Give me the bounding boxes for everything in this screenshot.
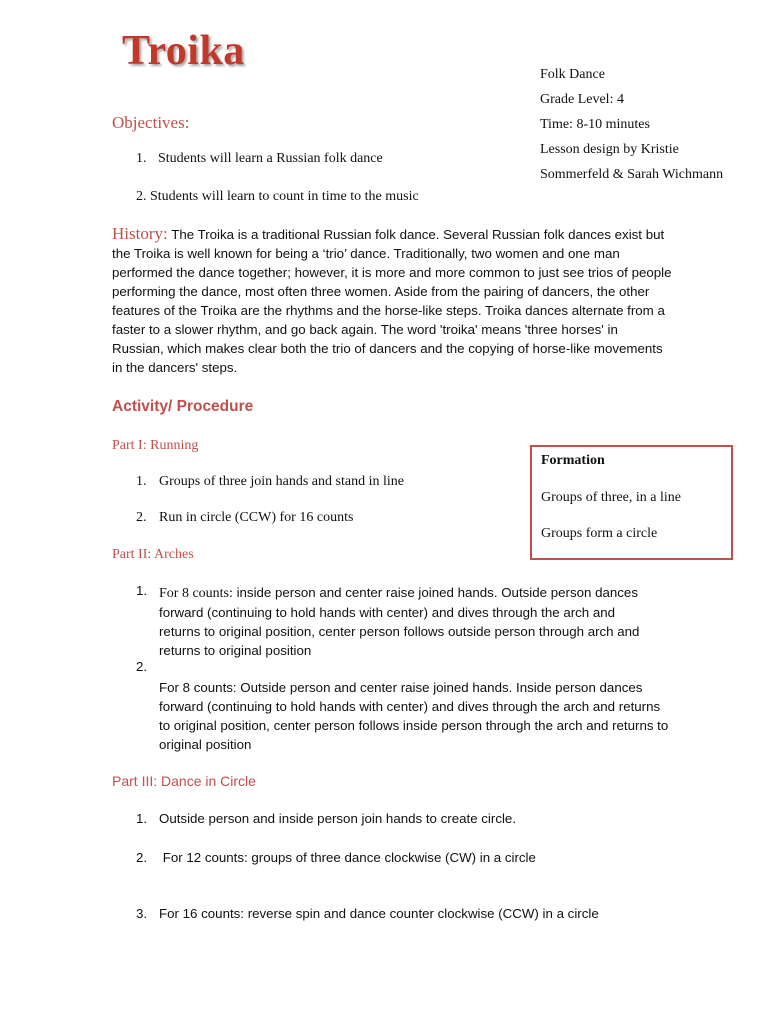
list-number: 1. xyxy=(136,811,148,826)
meta-category: Folk Dance xyxy=(540,67,605,82)
list-item-lead: For 8 counts: xyxy=(159,586,233,601)
list-item-text: For 16 counts: reverse spin and dance counter clockwise (CCW) in a circle xyxy=(159,906,599,921)
history-text: The Troika is a traditional Russian folk dance. Several Russian folk dances exist but the Troika is well known for being a ‘trio’ dance. Traditionally, two women and one man performed the dance together; however, it is more and more common to just see trios of people performing the dance, most often three women. Aside from the pairing of dancers, the other features of the Troika are the rhythms and the horse-like steps. Troika dances alternate from a faster to a slower rhythm, and go back again. The word 'troika' means 'three horses' in Russian, which makes clear both the trio of dancers and the copying of horse-like movements in the dancers' steps. xyxy=(112,227,672,375)
formation-title: Formation xyxy=(541,453,605,468)
part3-heading: Part III: Dance in Circle xyxy=(112,773,256,789)
list-item xyxy=(136,510,353,526)
list-item-text: Groups of three join hands and stand in line xyxy=(159,474,404,489)
meta-author-line2: Sommerfeld & Sarah Wichmann xyxy=(540,167,724,182)
list-number: 3. xyxy=(136,906,148,921)
list-item xyxy=(136,906,599,921)
activity-heading: Activity/ Procedure xyxy=(112,398,254,415)
lesson-meta xyxy=(540,62,762,187)
list-item: For 8 counts: Outside person and center raise joined hands. Inside person dances forward (continuing to hold hands with center) and dives through the arch and returns to original position, center person follows inside person through the arch and returns to original position xyxy=(159,680,669,752)
list-item xyxy=(159,583,659,660)
list-number: 1. xyxy=(136,151,147,166)
list-item-text: inside person and center raise joined hands. Outside person dances forward (continuing to hold hands with center) and dives through the arch and returns to original position, center person follows outside person through arch and returns to original position xyxy=(159,585,640,658)
history-heading: History: xyxy=(112,224,168,243)
objective-item xyxy=(136,189,419,205)
formation-line: Groups of three, in a line xyxy=(541,490,681,505)
list-item xyxy=(136,474,404,490)
formation-line: Groups form a circle xyxy=(541,526,658,541)
objectives-heading: Objectives: xyxy=(112,113,190,132)
list-item-text: Run in circle (CCW) for 16 counts xyxy=(159,510,354,525)
part1-heading: Part I: Running xyxy=(112,438,199,453)
objective-text: Students will learn to count in time to the music xyxy=(150,189,419,204)
part2-heading: Part II: Arches xyxy=(112,547,194,562)
list-number: 1. xyxy=(136,474,147,489)
meta-author-line1: Lesson design by Kristie xyxy=(540,142,679,157)
list-item-text: Outside person and inside person join hands to create circle. xyxy=(159,811,517,826)
list-item-text: For 12 counts: groups of three dance clockwise (CW) in a circle xyxy=(159,850,536,865)
list-item xyxy=(136,811,516,826)
list-number: 2. xyxy=(136,189,147,204)
list-number: 2. xyxy=(136,510,147,525)
list-number: 2. xyxy=(136,659,148,674)
objective-item xyxy=(136,151,383,167)
list-item xyxy=(136,850,536,865)
list-number: 2. xyxy=(136,850,148,865)
meta-time: Time: 8-10 minutes xyxy=(540,117,650,132)
meta-grade-level: Grade Level: 4 xyxy=(540,92,624,107)
objective-text: Students will learn a Russian folk dance xyxy=(158,151,383,166)
history-paragraph xyxy=(112,224,672,377)
document-title: Troika xyxy=(122,28,245,74)
list-number: 1. xyxy=(136,583,148,598)
